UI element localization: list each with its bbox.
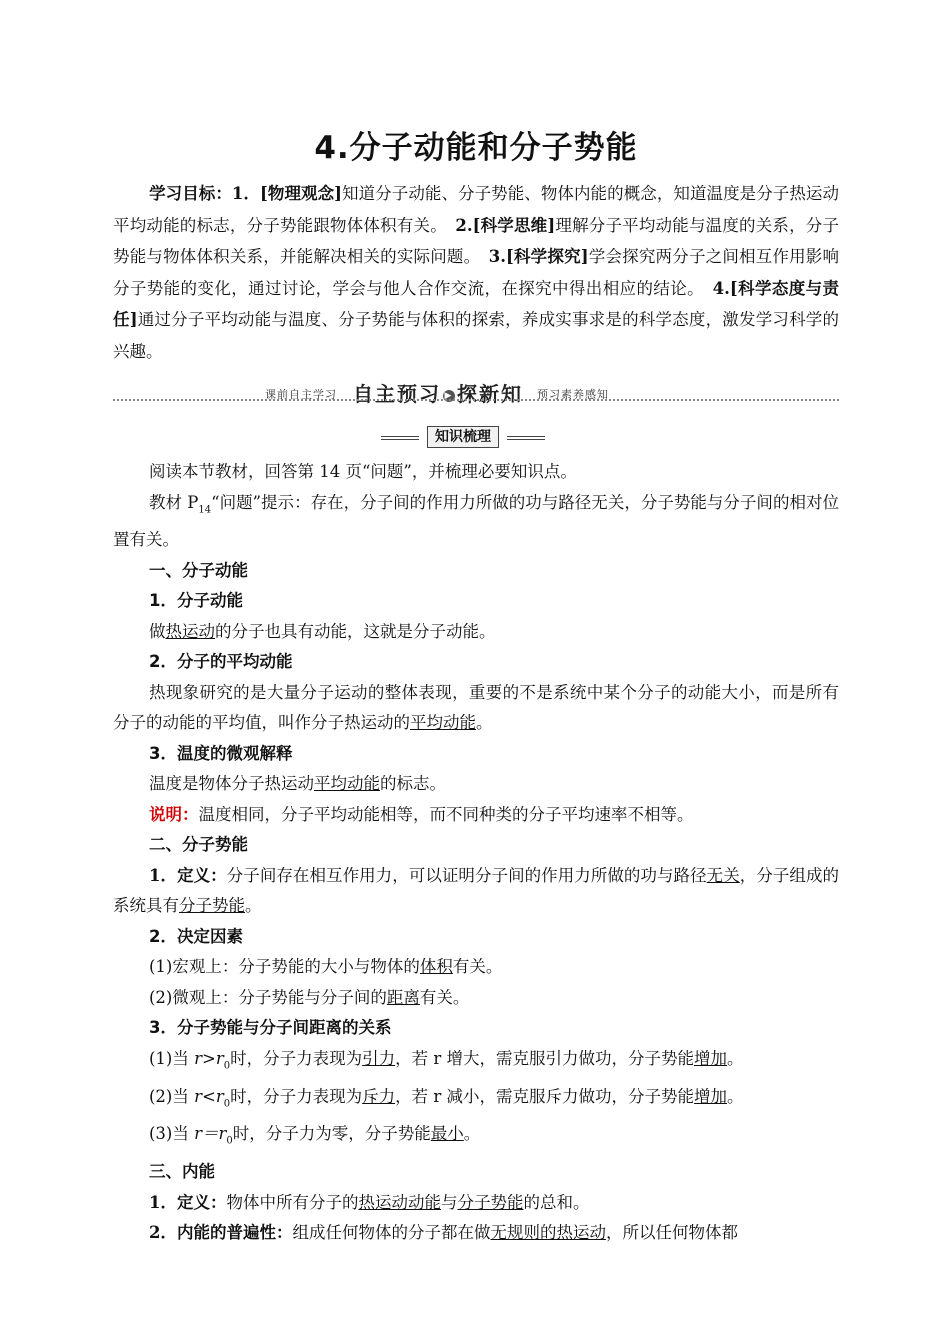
- page-title: 4.分子动能和分子势能: [314, 130, 638, 166]
- subheading: 3．温度的微观解释: [149, 743, 293, 763]
- paragraph: (1)当 $r>r_0$时，分子力表现为引力，若 r 增大，需克服引力做功，分子势能增加。: [149, 1048, 744, 1072]
- subheading: 2．决定因素: [149, 926, 243, 946]
- section-label: 知识梳理: [427, 426, 499, 448]
- paragraph: (3)当 $r=r_0$时，分子力为零，分子势能最小。: [149, 1124, 481, 1147]
- paragraph: 温度是物体分子热运动平均动能的标志。: [149, 774, 446, 794]
- paragraph: 1．定义：分子间存在相互作用力，可以证明分子间的作用力所做的功与路径无关，分子组成的系统具有分子势能。: [113, 865, 840, 916]
- paragraph: 2．内能的普遍性：组成任何物体的分子都在做无规则的热运动，所以任何物体都: [149, 1223, 738, 1243]
- subheading: 2．分子的平均动能: [149, 652, 293, 672]
- banner-title: 自主预习 ▶ 探新知: [353, 382, 523, 406]
- subheading: 1．分子动能: [149, 591, 243, 611]
- goals-label: 学习目标：: [149, 184, 232, 203]
- paragraph: 做热运动的分子也具有动能，这就是分子动能。: [149, 621, 496, 641]
- banner-right-text: 预习素养感知: [537, 388, 609, 401]
- arrow-right-icon: ▶: [444, 390, 454, 401]
- content-body: [113, 457, 839, 1249]
- banner-left-text: 课前自主学习: [265, 388, 337, 401]
- paragraph: 热现象研究的是大量分子运动的整体表现，重要的不是系统中某个分子的动能大小，而是所有分子的动能的平均值，叫作分子热运动的平均动能。: [113, 682, 839, 733]
- section-heading: 二、分子势能: [149, 835, 248, 855]
- paragraph: 1．定义：物体中所有分子的热运动动能与分子势能的总和。: [149, 1192, 590, 1212]
- learning-goals: 学习目标：1．[物理观念]知道分子动能、分子势能、物体内能的概念，知道温度是分子热运动平均动能的标志，分子势能跟物体体积有关。 2.[科学思维]理解分子平均动能与温度的关系，分子势能与物体体积关系，并能解决相关的实际问题。 3.[科学探究]学会探究两分子之间相互作用影响分子势能的变化，通过讨论，学会与他人合作交流，在探究中得出相应的结论。 4.[科学态度与责任]通过分子平均动能与温度、分子势能与体积的探索，养成实事求是的科学态度，激发学习科学的兴趣。: [113, 184, 840, 361]
- paragraph: 教材 $P_{14}“$问题”提示：存在，分子间的作用力所做的功与路径无关，分子势能与分子间的相对位置有关。: [113, 492, 839, 550]
- section-heading: 三、内能: [149, 1162, 215, 1182]
- paragraph: 阅读本节教材，回答第 14 页“问题”，并梳理必要知识点。: [149, 462, 577, 481]
- subheading: 3．分子势能与分子间距离的关系: [149, 1018, 392, 1038]
- note-label: 说明：: [149, 804, 199, 824]
- section-label-box: [381, 426, 545, 448]
- section-heading: 一、分子动能: [149, 560, 248, 580]
- label-rule-left: [381, 436, 419, 440]
- paragraph: (1)宏观上：分子势能的大小与物体的体积有关。: [149, 957, 503, 977]
- note: 说明：温度相同，分子平均动能相等，而不同种类的分子平均速率不相等。: [149, 804, 694, 824]
- dotted-divider: [113, 399, 839, 401]
- paragraph: (2)当 $r<r_0$时，分子力表现为斥力，若 r 减小，需克服斥力做功，分子势能增加。: [149, 1086, 744, 1109]
- paragraph: (2)微观上：分子势能与分子间的距离有关。: [149, 987, 470, 1007]
- section-banner: [113, 378, 839, 408]
- label-rule-right: [507, 436, 545, 440]
